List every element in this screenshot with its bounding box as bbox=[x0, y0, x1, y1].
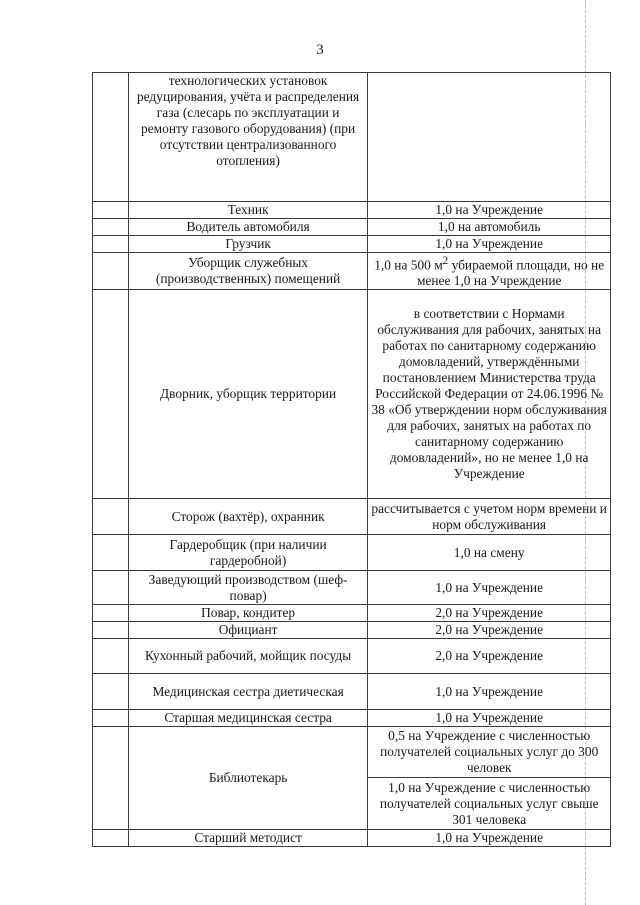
norm-cell bbox=[368, 73, 611, 202]
empty-cell bbox=[93, 253, 129, 290]
empty-cell bbox=[93, 605, 129, 622]
norm-cell: 1,0 на автомобиль bbox=[368, 219, 611, 236]
position-cell: Уборщик служебных (производственных) помещений bbox=[128, 253, 368, 290]
norm-cell: 0,5 на Учреждение с численностью получателей социальных услуг до 300 человек bbox=[368, 727, 611, 778]
page-number: 3 bbox=[316, 42, 324, 58]
table-row bbox=[93, 830, 611, 847]
norm-cell: 1,0 на смену bbox=[368, 535, 611, 571]
position-cell: Заведующий производством (шеф-повар) bbox=[128, 571, 368, 605]
position-cell: Кухонный рабочий, мойщик посуды bbox=[128, 639, 368, 674]
empty-cell bbox=[93, 674, 129, 710]
empty-cell bbox=[93, 290, 129, 499]
table-row bbox=[93, 202, 611, 219]
empty-cell bbox=[93, 202, 129, 219]
position-cell: Грузчик bbox=[128, 236, 368, 253]
empty-cell bbox=[93, 710, 129, 727]
norm-cell: 2,0 на Учреждение bbox=[368, 605, 611, 622]
norm-cell: 1,0 на Учреждение bbox=[368, 571, 611, 605]
position-cell: Библиотекарь bbox=[128, 727, 368, 830]
norm-cell: 1,0 на Учреждение с численностью получателей социальных услуг свыше 301 человека bbox=[368, 778, 611, 830]
empty-cell bbox=[93, 499, 129, 535]
empty-cell bbox=[93, 622, 129, 639]
table-row bbox=[93, 290, 611, 499]
table-row bbox=[93, 710, 611, 727]
position-cell: Старший методист bbox=[128, 830, 368, 847]
empty-cell bbox=[93, 219, 129, 236]
position-cell: Медицинская сестра диетическая bbox=[128, 674, 368, 710]
norm-cell: 2,0 на Учреждение bbox=[368, 622, 611, 639]
table-row bbox=[93, 253, 611, 290]
table-row bbox=[93, 639, 611, 674]
norm-cell: рассчитывается с учетом норм времени и норм обслуживания bbox=[368, 499, 611, 535]
norm-cell: 1,0 на Учреждение bbox=[368, 710, 611, 727]
norm-text: убираемой площади, но не менее 1,0 на Учреждение bbox=[416, 257, 605, 289]
table-row bbox=[93, 499, 611, 535]
table-row bbox=[93, 622, 611, 639]
table-row bbox=[93, 73, 611, 202]
norm-cell: в соответствии с Нормами обслуживания для рабочих, занятых на работах по санитарному содержанию домовладений, утверждёнными постановлением Министерства труда Российской Федерации от 24.06.1996 № 38 «Об утверждении норм обслуживания для рабочих, занятых на работах по санитарному содержанию домовладений», но не менее 1,0 на Учреждение bbox=[368, 290, 611, 499]
table-row bbox=[93, 571, 611, 605]
norm-cell: 2,0 на Учреждение bbox=[368, 639, 611, 674]
empty-cell bbox=[93, 571, 129, 605]
norm-cell: 1,0 на Учреждение bbox=[368, 236, 611, 253]
empty-cell bbox=[93, 639, 129, 674]
position-cell: Повар, кондитер bbox=[128, 605, 368, 622]
norm-cell bbox=[368, 253, 611, 290]
position-cell: Сторож (вахтёр), охранник bbox=[128, 499, 368, 535]
table-row bbox=[93, 236, 611, 253]
table-row bbox=[93, 219, 611, 236]
position-cell: Официант bbox=[128, 622, 368, 639]
position-cell: технологических установок редуцирования, учёта и распределения газа (слесарь по эксплуатации и ремонту газового оборудования) (при отсутствии централизованного отопления) bbox=[128, 73, 368, 202]
empty-cell bbox=[93, 727, 129, 830]
position-cell: Старшая медицинская сестра bbox=[128, 710, 368, 727]
staffing-norms-table bbox=[92, 72, 611, 847]
norm-cell: 1,0 на Учреждение bbox=[368, 674, 611, 710]
table-row bbox=[93, 674, 611, 710]
position-cell: Гардеробщик (при наличии гардеробной) bbox=[128, 535, 368, 571]
position-cell: Водитель автомобиля bbox=[128, 219, 368, 236]
norm-superscript: 2 bbox=[442, 255, 449, 267]
norm-cell: 1,0 на Учреждение bbox=[368, 830, 611, 847]
empty-cell bbox=[93, 236, 129, 253]
empty-cell bbox=[93, 535, 129, 571]
table-row bbox=[93, 727, 611, 778]
norm-cell: 1,0 на Учреждение bbox=[368, 202, 611, 219]
empty-cell bbox=[93, 830, 129, 847]
position-cell: Техник bbox=[128, 202, 368, 219]
table-row bbox=[93, 605, 611, 622]
empty-cell bbox=[93, 73, 129, 202]
table-row bbox=[93, 535, 611, 571]
norm-text: 1,0 на 500 м bbox=[374, 257, 443, 273]
position-cell: Дворник, уборщик территории bbox=[128, 290, 368, 499]
